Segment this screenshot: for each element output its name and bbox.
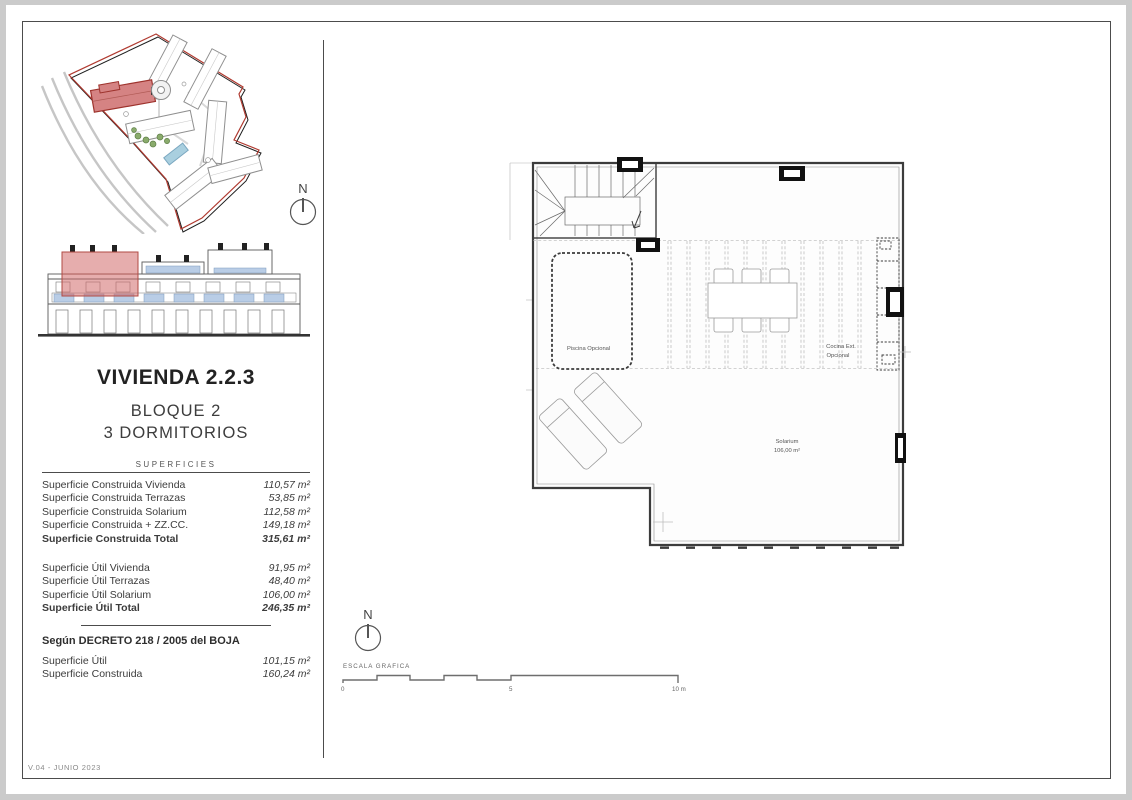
- surfaces-rule: [42, 472, 310, 473]
- site-roundabout-center: [158, 87, 165, 94]
- scale-label: ESCALA GRAFICA: [343, 663, 411, 670]
- site-pool: [164, 143, 188, 165]
- table-row: Superficie Construida Solarium 112,58 m²: [42, 505, 310, 518]
- page-title: VIVIENDA 2.2.3: [97, 366, 255, 389]
- table-row: Superficie Útil Terrazas 48,40 m²: [42, 575, 310, 588]
- elevation-ground-line: [38, 334, 310, 337]
- table-row: Superficie Útil 101,15 m²: [42, 654, 310, 667]
- decreto-table: [42, 655, 310, 682]
- site-building: [203, 100, 226, 163]
- block-label: BLOQUE 2: [130, 402, 222, 420]
- decreto-rule: [81, 625, 271, 626]
- north-letter: N: [298, 181, 308, 196]
- kitchen-label-2: Opcional: [826, 353, 850, 359]
- site-building: [184, 49, 226, 109]
- floor-plan: [440, 140, 920, 570]
- table-row: Superficie Útil Vivienda 91,95 m²: [42, 562, 310, 575]
- site-plan: [38, 32, 316, 234]
- table-row: Superficie Construida Terrazas 53,85 m²: [42, 492, 310, 505]
- table-row: Superficie Construida Vivienda 110,57 m²: [42, 479, 310, 491]
- scale-tick-5: 5: [509, 686, 513, 693]
- decreto-heading: Según DECRETO 218 / 2005 del BOJA: [42, 634, 240, 647]
- plan-dining-set: [708, 269, 797, 332]
- solarium-label-1: Solarium: [775, 439, 799, 445]
- unit-info-panel: [42, 366, 310, 681]
- site-north-arrow-icon: [282, 178, 324, 232]
- table-row: Superficie Construida 160,24 m²: [42, 668, 310, 681]
- bedrooms-label: 3 DORMITORIOS: [103, 424, 249, 442]
- pool-label: Piscina Opcional: [567, 346, 611, 352]
- table-row: Superficie Útil Solarium 106,00 m²: [42, 588, 310, 601]
- version-footer: V.04 - JUNIO 2023: [28, 763, 101, 772]
- panel-divider: [323, 40, 324, 758]
- north-letter: N: [363, 607, 373, 622]
- graphic-scale: [338, 658, 698, 698]
- scale-bar-line: [343, 676, 678, 684]
- plan-construction-lines: [510, 163, 533, 390]
- table-row-total: Superficie Útil Total 246,35 m²: [42, 602, 310, 615]
- page-subtitle: [42, 400, 310, 444]
- plan-north-arrow-icon: [347, 604, 389, 658]
- surfaces-header: SUPERFICIES: [135, 460, 217, 469]
- site-building-highlighted: [90, 76, 156, 112]
- table-row-total: Superficie Construida Total 315,61 m²: [42, 532, 310, 545]
- util-table: [42, 562, 310, 616]
- construida-table: [42, 479, 310, 546]
- table-row: Superficie Construida + ZZ.CC. 149,18 m²: [42, 519, 310, 532]
- kitchen-label-1: Cocina Ext.: [826, 344, 856, 350]
- solarium-label-2: 106,00 m²: [773, 448, 801, 454]
- building-elevation: [38, 238, 310, 346]
- scale-tick-0: 0: [341, 686, 345, 693]
- plan-railing-ticks: [660, 547, 899, 549]
- scale-tick-10: 10 m: [672, 686, 686, 693]
